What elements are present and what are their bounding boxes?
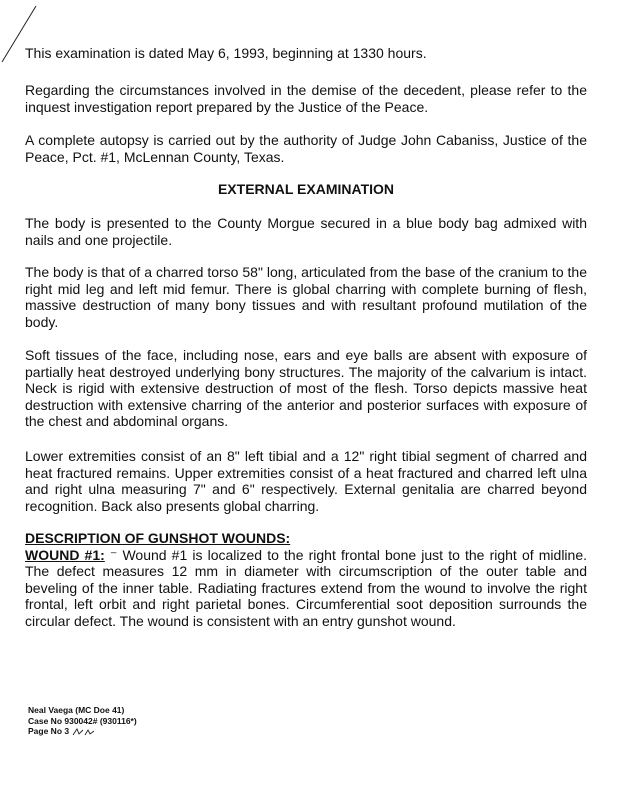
gunshot-section [25,530,587,629]
soft-tissues-paragraph: Soft tissues of the face, including nose, ears and eye balls are absent with exposure of partially heat destroyed underlying bony structures. The majority of the calvarium is intact. Neck is rigid with extensive destruction of most of the flesh. Torso depicts massive heat destruction with extensive charring of the anterior and posterior surfaces with exposure of the chest and abdominal organs. [25,347,587,429]
wound-1-text: ⁻ Wound #1 is localized to the right frontal bone just to the right of midline. The defect measures 12 mm in diameter with circumscription of the outer table and beveling of the inner table. Radiating fractures extend from the wound to involve the right frontal, left orbit and right parietal bones. Circumferential soot deposition surrounds the circular defect. The wound is consistent with an entry gunshot wound. [25,546,587,629]
body-bag-paragraph: The body is presented to the County Morgue secured in a blue body bag admixed with nails and one projectile. [25,215,587,248]
gunshot-section-title: DESCRIPTION OF GUNSHOT WOUNDS: [25,530,291,546]
footer-page: Page No 3 [28,726,70,736]
footer-name: Neal Vaega (MC Doe 41) [28,705,125,715]
footer-page-line [28,726,137,737]
torso-paragraph: The body is that of a charred torso 58" long, articulated from the base of the cranium to the right mid leg and left mid femur. There is global charring with complete burning of flesh, massive destruction of many bony tissues and with resultant profound mutilation of the body. [25,264,587,330]
footer-case: Case No 930042# (930116*) [28,715,137,726]
extremities-paragraph: Lower extremities consist of an 8" left tibial and a 12" right tibial segment of charred and heat fractured remains. Upper extremities consist of a heat fractured and charred left ulna and right ulna measuring 7" and 6" respectively. External genitalia are charred beyond recognition. Back also presents global charring. [25,448,587,514]
exam-date-paragraph: This examination is dated May 6, 1993, beginning at 1330 hours. [25,45,427,61]
circumstances-paragraph: Regarding the circumstances involved in the demise of the decedent, please refer to the inquest investigation report prepared by the Justice of the Peace. [25,82,587,115]
wound-1-paragraph [25,547,587,630]
authority-paragraph: A complete autopsy is carried out by the authority of Judge John Cabaniss, Justice of the Peace, Pct. #1, McLennan County, Texas. [25,132,587,165]
page-footer [28,705,137,737]
external-examination-heading: EXTERNAL EXAMINATION [217,181,395,197]
wound-1-label: WOUND #1: [25,546,105,563]
initials-signature [71,727,97,737]
